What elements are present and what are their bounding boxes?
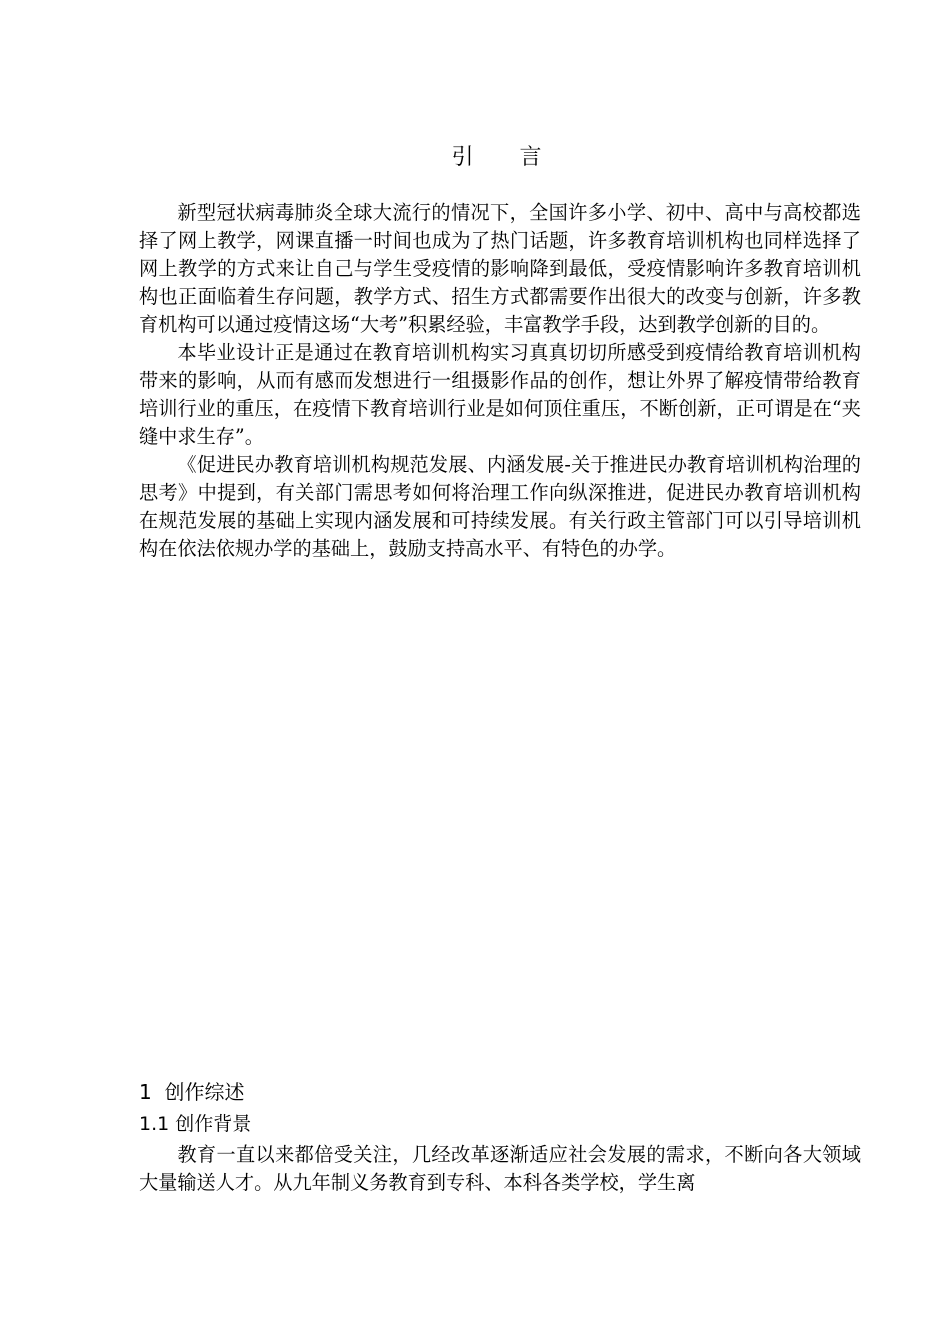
section-paragraph-1: 教育一直以来都倍受关注，几经改革逐渐适应社会发展的需求，不断向各大领域大量输送人才。从九年制义务教育到专科、本科各类学校，学生离 xyxy=(139,1143,861,1194)
intro-section xyxy=(139,199,861,563)
intro-paragraph-3: 《促进民办教育培训机构规范发展、内涵发展-关于推进民办教育培训机构治理的思考》中提到，有关部门需思考如何将治理工作向纵深推进，促进民办教育培训机构在规范发展的基础上实现内涵发展和可持续发展。有关行政主管部门可以引导培训机构在依法依规办学的基础上，鼓励支持高水平、有特色的办学。 xyxy=(139,453,861,560)
page-title xyxy=(0,140,950,171)
intro-paragraph-1: 新型冠状病毒肺炎全球大流行的情况下，全国许多小学、初中、高中与高校都选择了网上教学，网课直播一时间也成为了热门话题，许多教育培训机构也同样选择了网上教学的方式来让自己与学生受疫情的影响降到最低，受疫情影响许多教育培训机构也正面临着生存问题，教学方式、招生方式都需要作出很大的改变与创新，许多教育机构可以通过疫情这场“大考”积累经验，丰富教学手段，达到教学创新的目的。 xyxy=(139,201,861,336)
section-heading: 1 创作综述 xyxy=(139,1080,245,1104)
section-body xyxy=(139,1141,861,1197)
intro-paragraph-2: 本毕业设计正是通过在教育培训机构实习真真切切所感受到疫情给教育培训机构带来的影响，从而有感而发想进行一组摄影作品的创作，想让外界了解疫情带给教育培训行业的重压，在疫情下教育培训行业是如何顶住重压，不断创新，正可谓是在“夹缝中求生存”。 xyxy=(139,341,861,448)
title-char-right: 言 xyxy=(519,145,544,170)
subsection-heading: 1.1 创作背景 xyxy=(139,1113,252,1135)
title-char-left: 引 xyxy=(451,145,476,170)
